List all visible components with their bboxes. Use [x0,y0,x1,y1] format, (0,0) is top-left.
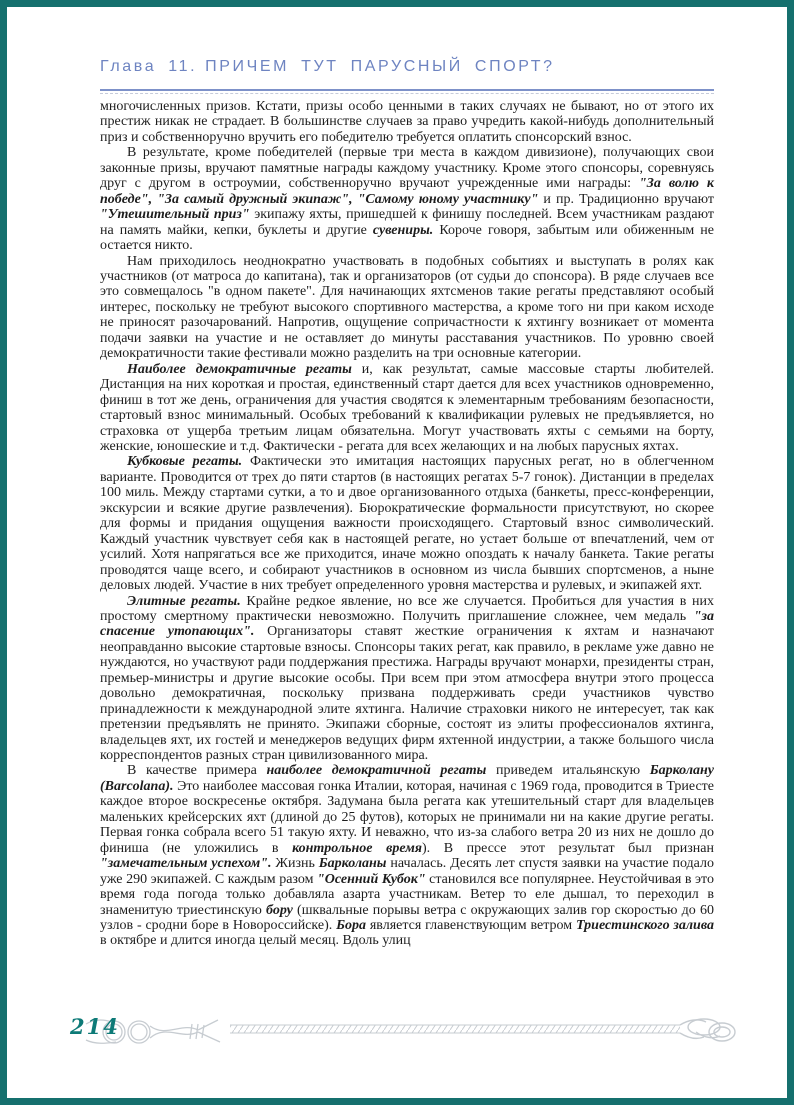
text-run: Нам приходилось неоднократно участвовать в подобных событиях и выступать в ролях как участников (от матроса до капитана), так и организаторов (от судьи до спонсора). В ряде случаев все это совмещалось "в одном пакете". Для начинающих яхтсменов такие регаты представляют особый интерес, поскольку не требуют высокого спортивного мастерства, а кроме того ни при каком исходе не приносят разочарований. Напротив, ощущение сопричастности к яхтингу возникает от момента подачи заявки на участие и не оставляет до минуты расставания участников. По уровню своей демократичности такие фестивали можно разделить на три основные категории. [100,253,714,362]
text-run: экипажу яхты, пришедшей к финишу последней. Всем участникам раздают на память майки, кепки, буклеты и другие [100,207,714,238]
text-run: Жизнь [271,856,319,872]
text-run: является главенствующим ветром [366,918,576,934]
rope-knot-left-icon [150,1020,220,1042]
emphasis-text: "замечательным успехом". [100,856,272,872]
paragraph [100,362,714,455]
text-run: и, как результат, самые массовые старты любителей. Дистанция на них короткая и простая, единственный старт дается для всех участников одновременно, финиш в тот же день, ограничения для участия сводятся к элементарным требованиям безопасности, стартовый взнос минимальный. Особых требований к квалификации рулевых не предъявляется, но страховка от ущерба третьим лицам обязательна. Могут участвовать яхты с семьями на борту, женские, юношеские и т.д. Фактически - регата для всех желающих и на любых парусных яхтах. [100,361,714,454]
text-run: Организаторы ставят жесткие ограничения к яхтам и назначают неоправданно высокие стартовые взносы. Спонсоры таких регат, как правило, в рекламе уже давно не нуждаются, но участвуют ради поддержания престижа. Награды вручают монархи, президенты стран, премьер-министры и другие высокие особы. При всем при этом атмосфера внутри этого процесса довольно демократичная, поскольку призвана поддерживать среди участников чувство принадлежности к международной элите яхтинга. Наличие страховки никого не интересует, так как претензии предъявлять не принято. Экипажи сборные, состоят из элиты профессионалов яхтинга, владельцев яхт, их гостей и менеджеров ведущих фирм яхтенной индустрии, а также большого числа корреспондентов разных стран цивилизованного мира. [100,624,714,764]
emphasis-text: "Утешительный приз" [100,207,250,223]
emphasis-text: Кубковые регаты. [127,454,243,470]
paragraph [100,254,714,362]
paragraph [100,99,714,145]
text-run: Крайне редкое явление, но все же случается. Пробиться для участия в них простому смертному практически невозможно. Получить приглашение сложнее, чем медаль [100,593,715,624]
text-run: Короче говоря, забытым или обиженным не остается никто. [100,222,714,254]
emphasis-text: Барколану (Barcolana). [100,763,714,794]
text-run: началась. Десять лет спустя заявки на участие подало уже 290 экипажей. С каждым разом [100,856,714,887]
chapter-header [100,58,555,76]
emphasis-text: бору [266,902,293,918]
page-number: 214 [70,1014,120,1039]
emphasis-text: наиболее демократичной регаты [266,763,487,779]
text-run: ). В прессе этот результат был признан [422,840,714,856]
emphasis-text: Наиболее демократичные регаты [127,361,352,377]
emphasis-text: Барколаны [318,856,387,872]
text-run: в октябре и длится иногда целый месяц. Вдоль улиц [100,933,411,949]
text-run: становился все популярнее. Неустойчивая в это время года погода только добавляла азарта участникам. Ветер то еле дышал, то переходил в знаменитую триестинскую [100,871,714,918]
paragraph [100,763,714,948]
emphasis-text: Бора [336,918,367,934]
text-run: В результате, кроме победителей (первые три места в каждом дивизионе), получающих свои законные призы, вручают памятные награды каждому участнику. Кроме этого спонсоры, соревнуясь друг с другом в остроумии, собственноручно вручают учрежденные ими награды: [100,145,714,192]
paragraph [100,594,714,764]
paragraph [100,145,714,253]
text-run: и пр. Традиционно вручают [538,191,714,207]
emphasis-text: Триестинского залива [575,918,715,934]
emphasis-text: контрольное время [292,840,422,856]
text-run: Фактически это имитация настоящих парусных регат, но в облегченном варианте. Проводится от трех до пяти стартов (в настоящих регатах 5-7 гонок). Дистанции в пределах 100 миль. Между стартами сутки, а то и двое организованного отдыха (банкеты, пресс-конференции, экскурсии и всякие другие развлечения). Бюрократические формальности присутствуют, но скорее для формы и придания ощущения важности происходящего. Стартовый взнос символический. Каждый участник чувствует себя как в настоящей регате, но устает больше от впечатлений, чем от усилий. Хотя напрягаться все же приходится, иначе можно опоздать к началу банкета. Такие регаты проводятся чаще всего, и собирают участников в основном из числа бывших спортсменов, а ныне деловых людей. Участие в них требует определенного уровня мастерства и рулевых, и экипажей яхт. [100,454,714,594]
text-run: многочисленных призов. Кстати, призы особо ценными в таких случаях не бывают, но от этого их престиж никак не страдает. В большинстве случаев за право учредить какой-нибудь дополнительный приз и собственноручно вручить его победителю требуется оплатить спонсорский взнос. [100,99,714,145]
emphasis-text: Элитные регаты. [127,593,241,609]
chapter-label: Глава 11. [100,58,198,75]
text-run: В качестве примера [127,763,267,779]
paragraph [100,454,714,593]
emphasis-text: "за спасение утопающих". [100,608,714,640]
text-run: приведем итальянскую [486,763,650,779]
rope-line [230,1025,680,1033]
emphasis-text: "За волю к победе", "За самый дружный экипаж", "Самому юному участнику" [100,176,714,207]
emphasis-text: "Осенний Кубок" [317,871,426,887]
header-rule [100,89,714,91]
chapter-title: ПРИЧЕМ ТУТ ПАРУСНЫЙ СПОРТ? [205,58,555,75]
body-text [100,99,714,949]
rope-decoration-icon [66,1012,746,1052]
emphasis-text: сувениры. [372,222,434,238]
rope-knot-right-icon [680,1019,735,1041]
text-run: Это наиболее массовая гонка Италии, которая, начиная с 1969 года, проводится в Триесте каждое второе воскресенье октября. Задумана была регата как утешительный старт для владельцев маленьких крейсерских яхт (длиной до 25 футов), которых не принимали ни на какие другие регаты. Первая гонка собрала всего 51 такую яхту. И неважно, что из-за слабого ветра 20 из них не дошло до финиша (не уложились в [100,778,714,856]
text-run: (шквальные порывы ветра с окружающих залив гор скоростью до 60 узлов - сродни боре в Новороссийске). [100,902,715,934]
